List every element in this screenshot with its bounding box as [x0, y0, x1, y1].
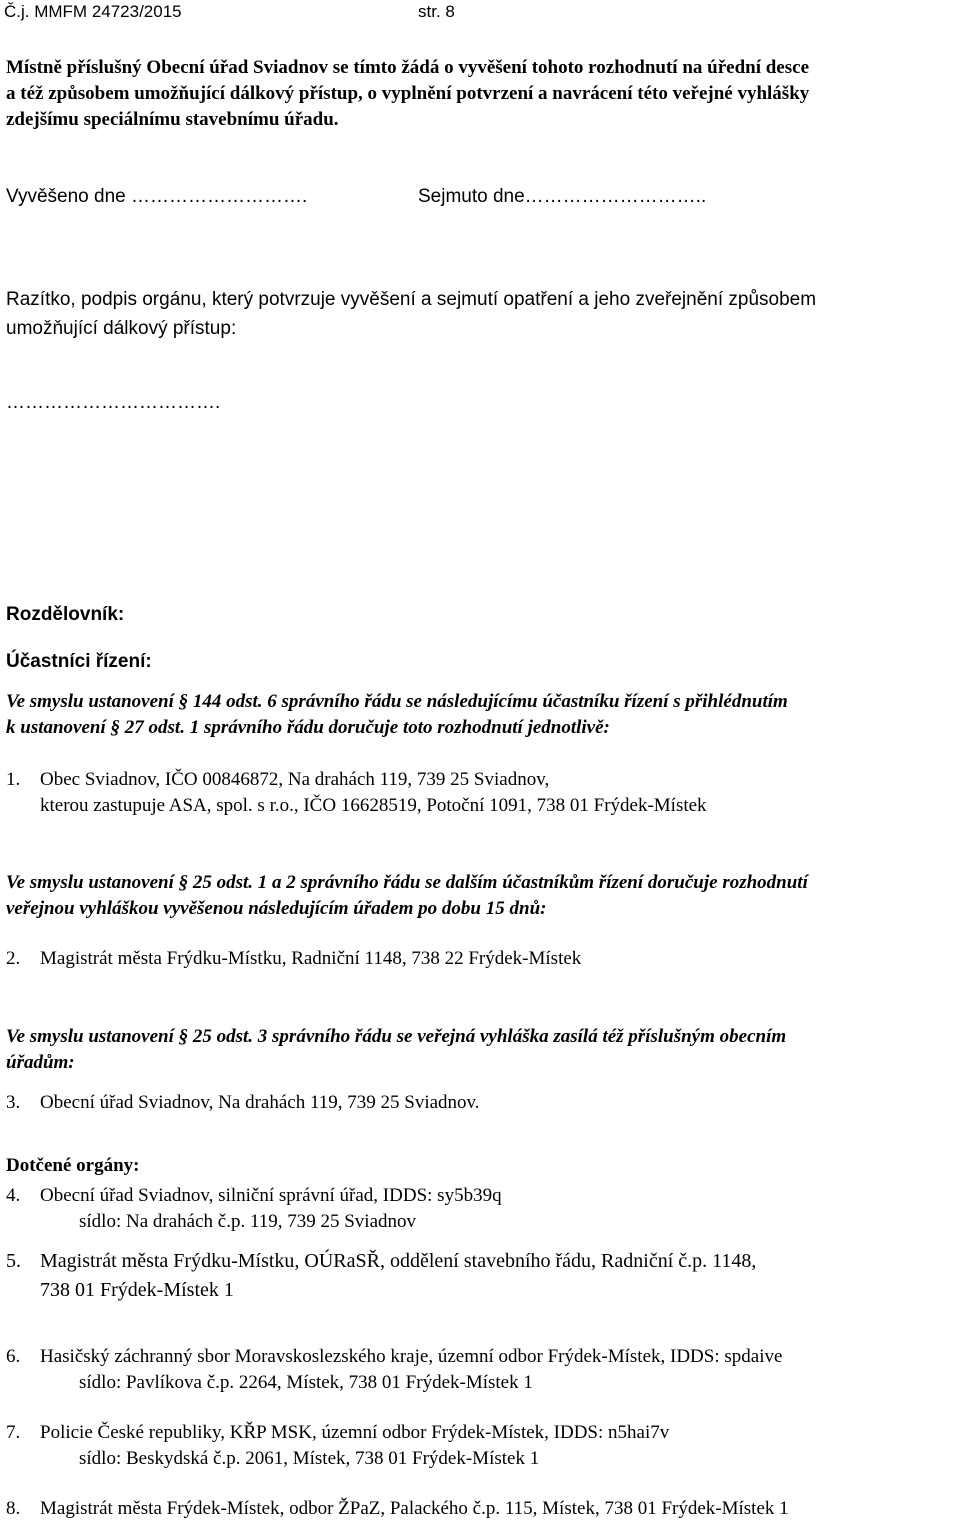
list-item-1-line-2: kterou zastupuje ASA, spol. s r.o., IČO 16628519, Potoční 1091, 738 01 Frýdek-Místek [40, 795, 707, 816]
list-item-number: 2. [6, 948, 21, 969]
list-item-number: 5. [6, 1250, 21, 1272]
list-item-number: 7. [6, 1422, 21, 1443]
list-item-7 [6, 1422, 669, 1444]
list-item-text: Obec Sviadnov, IČO 00846872, Na drahách 119, 739 25 Sviadnov, [40, 769, 550, 790]
list-item-text: Magistrát města Frýdku-Místku, Radniční 1148, 738 22 Frýdek-Místek [40, 948, 582, 969]
section-1-line-1: Ve smyslu ustanovení § 144 odst. 6 správního řádu se následujícímu účastníku řízení s přihlédnutím [6, 691, 788, 712]
list-item-6-line-2: sídlo: Pavlíkova č.p. 2264, Místek, 738 01 Frýdek-Místek 1 [79, 1372, 533, 1393]
removed-date-field: Sejmuto dne……………………….. [418, 186, 707, 207]
list-item-text: Policie České republiky, KŘP MSK, územní odbor Frýdek-Místek, IDDS: n5hai7v [40, 1422, 670, 1443]
posted-date-field: Vyvěšeno dne ………………………. [6, 186, 308, 207]
list-item-4 [6, 1185, 502, 1207]
list-item-number: 1. [6, 769, 21, 790]
page-number: str. 8 [418, 2, 455, 21]
section-3-line-1: Ve smyslu ustanovení § 25 odst. 3 správního řádu se veřejná vyhláška zasílá též příslušným obecním [6, 1026, 787, 1047]
list-item-1 [6, 769, 549, 791]
list-item-text: Magistrát města Frýdek-Místek, odbor ŽPaZ, Palackého č.p. 115, Místek, 738 01 Frýdek-Místek 1 [40, 1498, 789, 1519]
stamp-signature-line: ……………………………. [6, 392, 221, 413]
list-item-number: 4. [6, 1185, 21, 1206]
list-item-2 [6, 948, 581, 970]
list-item-number: 8. [6, 1498, 21, 1519]
document-reference: Č.j. MMFM 24723/2015 [4, 2, 182, 21]
list-item-5-line-2: 738 01 Frýdek-Místek 1 [40, 1279, 234, 1301]
list-item-text: Obecní úřad Sviadnov, silniční správní úřad, IDDS: sy5b39q [40, 1185, 502, 1206]
intro-line-1: Místně příslušný Obecní úřad Sviadnov se tímto žádá o vyvěšení tohoto rozhodnutí na úřední desce [6, 57, 810, 78]
stamp-note-line-1: Razítko, podpis orgánu, který potvrzuje vyvěšení a sejmutí opatření a jeho zveřejnění způsobem [6, 289, 817, 310]
intro-line-2: a též způsobem umožňující dálkový přístup, o vyplnění potvrzení a navrácení této veřejné vyhlášky [6, 83, 810, 104]
stamp-note-line-2: umožňující dálkový přístup: [6, 318, 237, 339]
participants-heading [6, 651, 152, 673]
section-1-line-2: k ustanovení § 27 odst. 1 správního řádu doručuje toto rozhodnutí jednotlivě: [6, 717, 610, 738]
list-item-text: Hasičský záchranný sbor Moravskoslezského kraje, územní odbor Frýdek-Místek, IDDS: spdaive [40, 1346, 783, 1367]
participants-heading-text: Účastníci řízení: [6, 651, 152, 672]
intro-line-3: zdejšímu speciálnímu stavebnímu úřadu. [6, 109, 339, 130]
section-2-line-1: Ve smyslu ustanovení § 25 odst. 1 a 2 správního řádu se dalším účastníkům řízení doručuje rozhodnutí [6, 872, 808, 893]
list-item-4-line-2: sídlo: Na drahách č.p. 119, 739 25 Sviadnov [79, 1211, 417, 1232]
list-item-number: 6. [6, 1346, 21, 1367]
list-item-text: Obecní úřad Sviadnov, Na drahách 119, 739 25 Sviadnov. [40, 1092, 480, 1113]
list-item-3 [6, 1092, 480, 1114]
distribution-heading: Rozdělovník: [6, 604, 125, 625]
authorities-heading: Dotčené orgány: [6, 1155, 140, 1176]
list-item-7-line-2: sídlo: Beskydská č.p. 2061, Místek, 738 01 Frýdek-Místek 1 [79, 1448, 540, 1469]
list-item-8 [6, 1498, 789, 1520]
list-item-text: Magistrát města Frýdku-Místku, OÚRaSŘ, oddělení stavebního řádu, Radniční č.p. 1148, [40, 1250, 757, 1272]
section-2-line-2: veřejnou vyhláškou vyvěšenou následujícím úřadem po dobu 15 dnů: [6, 898, 547, 919]
list-item-6 [6, 1346, 782, 1368]
list-item-5 [6, 1250, 756, 1273]
list-item-number: 3. [6, 1092, 21, 1113]
section-3-line-2: úřadům: [6, 1052, 75, 1073]
